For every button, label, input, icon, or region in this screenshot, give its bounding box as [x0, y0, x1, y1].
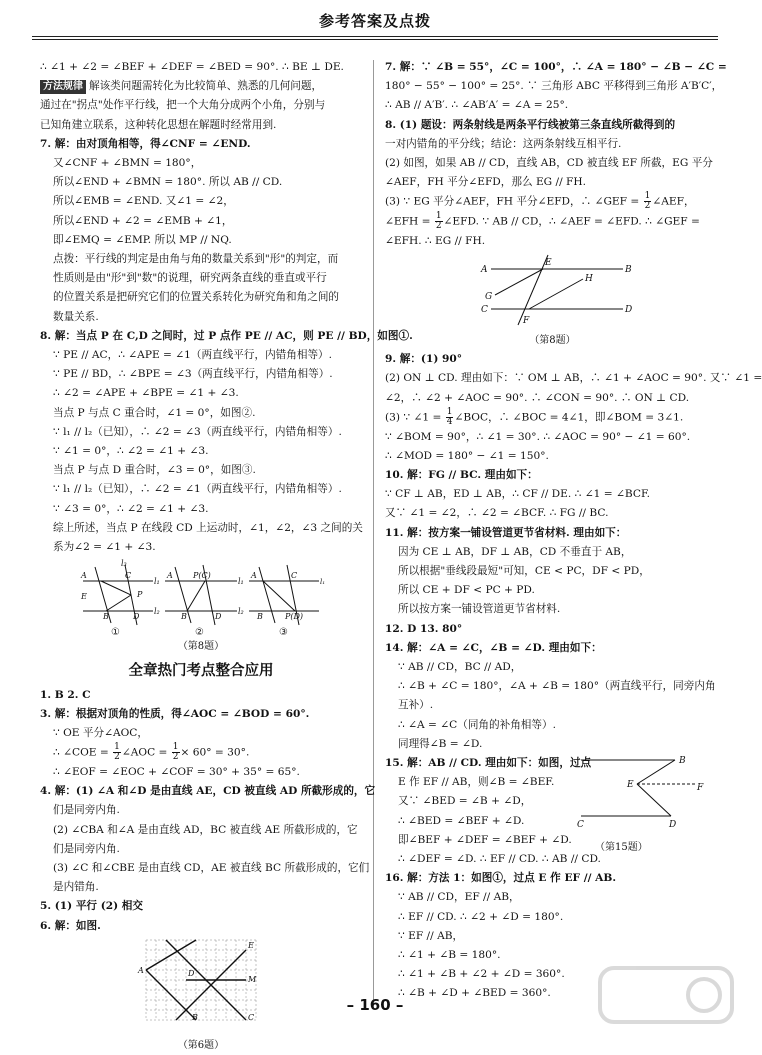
answer-5: 5. (1) 平行 (2) 相交	[40, 900, 143, 913]
text-line: ∴ EF // CD. ∴ ∠2 + ∠D = 180°.	[398, 910, 564, 923]
text-line: ∵ OE 平分∠AOC，	[53, 727, 148, 740]
text-line: ∴ ∠1 + ∠B + ∠2 + ∠D = 360°.	[398, 968, 565, 981]
text-line: ∵ PE // AC，∴ ∠APE = ∠1（两直线平行，内错角相等）.	[53, 349, 333, 362]
answer-r9-heading: 9. 解：(1) 90°	[385, 353, 463, 366]
answer-r10-heading: 10. 解：FG // BC. 理由如下：	[385, 468, 538, 481]
text-line-fraction: ∠EFH = $\frac{1}{2}$ ∠EFD. ∵ AB // CD，∴ ∠AEF = ∠EFD. ∴ ∠GEF =	[385, 211, 700, 232]
svg-text:C: C	[480, 305, 488, 316]
svg-text:E: E	[248, 940, 254, 950]
text-line: ∴ ∠2 = ∠APE + ∠BPE = ∠1 + ∠3.	[53, 387, 239, 400]
text-line: 同理得∠B = ∠D.	[398, 737, 483, 750]
text-line: (2) ON ⊥ CD. 理由如下：∵ OM ⊥ AB，∴ ∠1 + ∠AOC = 90°. 又∵ ∠1 =	[385, 372, 762, 385]
figure-15-diagram	[575, 754, 710, 832]
figure-8-diagrams	[81, 557, 326, 639]
column-divider	[373, 60, 374, 1005]
method-tag: 方法规律	[40, 80, 86, 94]
fraction-quarter: $\frac{1}{4}$	[446, 406, 453, 427]
text-line: 们是同旁内角.	[53, 804, 120, 817]
svg-text:F: F	[697, 783, 704, 793]
text-line: 是内错角.	[53, 881, 99, 894]
svg-text:l₁: l₁	[154, 577, 160, 587]
text-line: 即∠EMQ = ∠EMP. 所以 MP // NQ.	[53, 233, 232, 246]
text-line: ∴ ∠MOD = 180° − ∠1 = 150°.	[385, 449, 549, 462]
svg-text:A: A	[138, 965, 144, 975]
svg-text:B: B	[103, 612, 109, 622]
text-line: 当点 P 与点 D 重合时，∠3 = 0°，如图③.	[53, 464, 256, 477]
text-line: 的位置关系是把研究它们的位置关系转化为研究角和角之间的	[53, 291, 340, 304]
text-line: 通过在"拐点"处作平行线，把一个大角分成两个小角，分别与	[40, 99, 326, 112]
text-line: 数量关系.	[53, 310, 99, 323]
svg-text:l₁: l₁	[238, 577, 244, 587]
svg-text:P: P	[137, 590, 143, 600]
text-line: 因为 CE ⊥ AB，DF ⊥ AB，CD 不垂直于 AB，	[398, 545, 632, 558]
svg-text:l₁: l₁	[320, 578, 326, 587]
text-line: 综上所述，当点 P 在线段 CD 上运动时，∠1，∠2，∠3 之间的关	[53, 521, 363, 534]
svg-text:C: C	[577, 820, 584, 830]
svg-text:F: F	[522, 316, 529, 327]
svg-text:B: B	[181, 612, 187, 622]
svg-text:C: C	[248, 1012, 255, 1022]
svg-text:D: D	[133, 612, 140, 622]
text-line: 所以 CE + DF < PC + PD.	[398, 584, 535, 597]
text-line: 已知角建立联系，这种转化思想在解题时经常用到.	[40, 118, 277, 131]
text-line: ∴ AB // A′B′. ∴ ∠AB′A′ = ∠A = 25°.	[385, 99, 569, 112]
text-line: 180° − 55° − 100° = 25°. ∵ 三角形 ABC 平移得到三角形 A′B′C′，	[385, 80, 723, 93]
answer-4-heading: 4. 解：(1) ∠A 和∠D 是由直线 AE，CD 被直线 AD 所截形成的，它	[40, 785, 376, 798]
svg-text:B: B	[679, 756, 686, 766]
text-line: ∵ ∠BOM = 90°，∴ ∠1 = 30°. ∴ ∠AOC = 90° − ∠1 = 60°.	[385, 430, 691, 443]
fraction-half: $\frac{1}{2}$	[435, 211, 442, 232]
text-line: 所以∠EMB = ∠END. 又∠1 = ∠2，	[53, 195, 234, 208]
text-line: ∵ ∠1 = 0°，∴ ∠2 = ∠1 + ∠3.	[53, 445, 209, 458]
svg-text:D: D	[188, 968, 195, 978]
svg-text:C: C	[291, 571, 298, 581]
svg-text:D: D	[669, 820, 677, 830]
figure-6-caption: （第6题）	[177, 1039, 225, 1051]
svg-text:D: D	[215, 612, 222, 622]
answer-8-heading: 8. 解：当点 P 在 C,D 之间时，过 P 点作 PE // AC，则 PE // BD，如图①.	[40, 329, 413, 342]
figure-15-caption: （第15题）	[595, 842, 648, 853]
text-line: 系为∠2 = ∠1 + ∠3.	[53, 541, 156, 554]
text-line: ∴ ∠BED = ∠BEF + ∠D.	[398, 814, 525, 827]
svg-text:M: M	[248, 974, 257, 984]
fraction-half: $\frac{1}{2}$	[114, 742, 120, 763]
text-line: ∠EFH. ∴ EG // FH.	[385, 234, 486, 247]
answer-3-heading: 3. 解：根据对顶角的性质，得∠AOC = ∠BOD = 60°.	[40, 707, 310, 720]
answer-r12-13: 12. D 13. 80°	[385, 622, 463, 635]
answer-r7-heading: 7. 解：∵ ∠B = 55°，∠C = 100°，∴ ∠A = 180° − ∠B − ∠C =	[385, 61, 727, 73]
answer-15-block	[385, 754, 720, 869]
svg-text:D: D	[624, 305, 632, 316]
method-note	[40, 77, 362, 96]
answer-r15-heading: 15. 解：AB // CD. 理由如下：如图，过点	[385, 757, 592, 769]
header-rule	[32, 36, 718, 37]
text-line: 当点 P 与点 C 重合时，∠1 = 0°，如图②.	[53, 406, 256, 419]
text-line: ∴ ∠1 + ∠B = 180°.	[398, 949, 501, 962]
right-column	[385, 58, 762, 1004]
answer-r11-heading: 11. 解：按方案一铺设管道更节省材料. 理由如下：	[385, 526, 627, 539]
text-line: 解该类问题需转化为比较简单、熟悉的几何问题，	[89, 80, 323, 93]
text-line: 一对内错角的平分线；结论：这两条射线互相平行.	[385, 137, 622, 150]
svg-text:E: E	[627, 780, 634, 790]
svg-text:P(C): P(C)	[193, 571, 211, 581]
fraction-half: $\frac{1}{2}$	[172, 742, 179, 763]
text-line: ∠AEF，FH 平分∠EFD，那么 EG // FH.	[385, 176, 586, 189]
text-line-fraction: (3) ∵ EG 平分∠AEF，FH 平分∠EFD，∴ ∠GEF = $\frac{1}{2}$ ∠AEF，	[385, 191, 695, 212]
svg-text:A: A	[167, 571, 173, 581]
answer-6-heading: 6. 解：如图.	[40, 919, 101, 932]
page-header	[0, 0, 750, 44]
svg-text:E: E	[544, 258, 552, 269]
figure-8-right-caption: （第8题）	[529, 335, 576, 347]
svg-text:l₃: l₃	[121, 559, 127, 569]
watermark-stamp	[596, 964, 736, 1026]
text-line: 互补）.	[398, 699, 434, 712]
svg-text:B: B	[624, 265, 632, 276]
text-line: 所以∠END + ∠BMN = 180°. 所以 AB // CD.	[53, 176, 283, 189]
section-title: 全章热门考点整合应用	[128, 663, 274, 680]
text-line: ∵ l₁ // l₂（已知），∴ ∠2 = ∠3（两直线平行，内错角相等）.	[53, 425, 342, 438]
text-line: (2) ∠CBA 和∠A 是由直线 AD，BC 被直线 AE 所截形成的，它	[53, 823, 358, 836]
svg-text:B: B	[192, 1012, 198, 1022]
figure-label-2: ②	[195, 627, 204, 639]
text-line: ∠2，∴ ∠2 + ∠AOC = 90°. ∴ ∠CON = 90°. ∴ ON ⊥ CD.	[385, 391, 690, 404]
text-line: ∴ ∠B + ∠D + ∠BED = 360°.	[398, 987, 551, 1000]
hint-line: 点拨：平行线的判定是由角与角的数量关系到"形"的判定，而	[53, 253, 339, 266]
text-line-fraction: ∴ ∠COE = $\frac{1}{2}$ ∠AOC = $\frac{1}{2}$ × 60° = 30°.	[53, 742, 250, 763]
header-rule-thin	[32, 39, 718, 40]
text-line: ∴ ∠DEF = ∠D. ∴ EF // CD. ∴ AB // CD.	[398, 853, 601, 866]
figure-label-1: ①	[111, 627, 120, 639]
answer-r8-heading: 8. (1) 题设：两条射线是两条平行线被第三条直线所截得到的	[385, 118, 676, 131]
text-line: 又∵ ∠BED = ∠B + ∠D，	[398, 795, 532, 808]
text-line: ∵ PE // BD，∴ ∠BPE = ∠3（两直线平行，内错角相等）.	[53, 368, 333, 381]
text-line: 又∠CNF + ∠BMN = 180°，	[53, 157, 202, 170]
text-line: 所以按方案一铺设管道更节省材料.	[398, 603, 561, 616]
text-line: 所以∠END + ∠2 = ∠EMB + ∠1，	[53, 214, 233, 227]
figure-6-grid	[136, 936, 266, 1036]
answer-7-heading: 7. 解：由对顶角相等，得∠CNF = ∠END.	[40, 137, 251, 150]
text-line: 性质则是由"形"到"数"的说理，研究两条直线的垂直或平行	[53, 272, 327, 285]
text-line: ∵ EF // AB，	[398, 929, 464, 942]
text-line: 即∠BEF + ∠DEF = ∠BEF + ∠D.	[398, 833, 572, 846]
page-number: – 160 –	[346, 996, 404, 1014]
answer-r14-heading: 14. 解：∠A = ∠C，∠B = ∠D. 理由如下：	[385, 641, 602, 654]
svg-text:A: A	[480, 265, 487, 276]
text-line: ∴ ∠A = ∠C（同角的补角相等）.	[398, 718, 556, 731]
svg-text:A: A	[251, 571, 257, 581]
text-line-fraction: (3) ∵ ∠1 = $\frac{1}{4}$ ∠BOC，∴ ∠BOC = 4∠1，即∠BOM = 3∠1.	[385, 406, 684, 427]
text-line: (3) ∠C 和∠CBE 是由直线 CD，AE 被直线 BC 所截形成的，它们	[53, 862, 370, 875]
svg-text:P(D): P(D)	[285, 612, 304, 622]
text-line: 们是同旁内角.	[53, 842, 120, 855]
figure-8-caption: （第8题）	[177, 641, 225, 653]
svg-text:l₂: l₂	[238, 607, 244, 617]
header-title: 参考答案及点拨	[318, 12, 431, 30]
svg-text:l₂: l₂	[154, 607, 160, 617]
answer-r16-heading: 16. 解：方法 1：如图①，过点 E 作 EF // AB.	[385, 872, 617, 885]
svg-text:B: B	[257, 612, 263, 622]
svg-text:E: E	[81, 592, 87, 602]
text-line: ∴ ∠EOF = ∠EOC + ∠COF = 30° + 35° = 65°.	[53, 766, 300, 778]
text-line: ∵ CF ⊥ AB，ED ⊥ AB，∴ CF // DE. ∴ ∠1 = ∠BCF.	[385, 488, 651, 501]
figure-8-right-diagram	[473, 251, 633, 331]
answer-1-2: 1. B 2. C	[40, 688, 91, 701]
text-line: ∵ AB // CD，EF // AB，	[398, 891, 520, 904]
fraction-half: $\frac{1}{2}$	[644, 191, 651, 212]
text-line: ∵ l₁ // l₂（已知），∴ ∠2 = ∠1（两直线平行，内错角相等）.	[53, 483, 342, 496]
svg-text:G: G	[484, 292, 492, 303]
text-line: 所以根据"垂线段最短"可知，CE < PC，DF < PD，	[398, 564, 650, 577]
text-line: ∴ ∠1 + ∠2 = ∠BEF + ∠DEF = ∠BED = 90°. ∴ BE ⊥ DE.	[40, 61, 344, 73]
text-line: E 作 EF // AB，则∠B = ∠BEF.	[398, 776, 555, 789]
text-line: (2) 如图，如果 AB // CD，直线 AB，CD 被直线 EF 所截，EG 平分	[385, 157, 713, 170]
text-line: ∵ ∠3 = 0°，∴ ∠2 = ∠1 + ∠3.	[53, 502, 209, 515]
text-line: ∵ AB // CD，BC // AD，	[398, 660, 522, 673]
figure-label-3: ③	[279, 627, 288, 639]
svg-text:A: A	[81, 571, 87, 581]
svg-text:H: H	[584, 274, 593, 285]
text-line: 又∵ ∠1 = ∠2，∴ ∠2 = ∠BCF. ∴ FG // BC.	[385, 507, 609, 520]
svg-text:C: C	[125, 571, 132, 581]
text-line: ∴ ∠B + ∠C = 180°，∠A + ∠B = 180°（两直线平行，同旁内角	[398, 680, 716, 693]
